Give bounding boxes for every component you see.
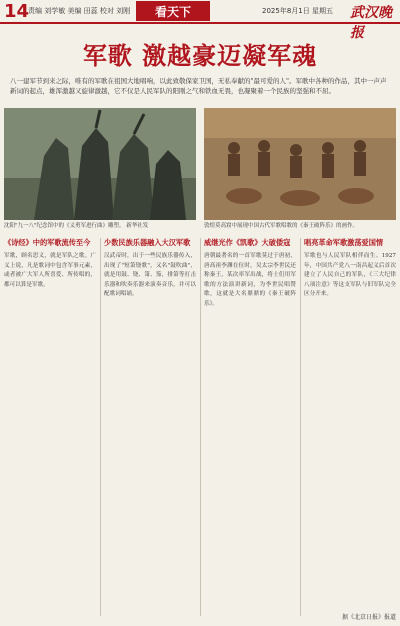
- mural-photo: [204, 108, 396, 220]
- statue-photo: [4, 108, 196, 220]
- article-column-1: [4, 238, 96, 290]
- page-number: 14: [4, 1, 30, 22]
- article-column-4: [304, 238, 396, 300]
- article-title: 唱亮革命军歌激荡爱国情: [304, 238, 384, 247]
- article-body: 汉武帝时，出于一些民族乐器传入，出现了"短箫铙歌"，又名"鼓吹曲"，就是用鼓、铙、箫、笳，排箫等打击乐器和吹奏乐器来演奏音乐，并可以配歌词唱诵。: [104, 253, 196, 298]
- issue-date: 2025年8月1日 星期五: [262, 7, 333, 15]
- lead-paragraph: 八一建军节到来之际，唯有的军歌在祖国大地唱响，以此致敬保家卫国，无私奉献的"最可爱的人"。军歌中各种的作品，其中一声声新词的起点，雄浑激越又旋律激越，它不仅是人民军队的阳刚之气和铁血无畏，也凝聚着一个民族的坚强和不屈。: [10, 77, 387, 95]
- editor-credits: 责编 刘学敏 美编 田蕊 校对 刘刚: [28, 7, 131, 15]
- column-divider: [200, 238, 201, 616]
- article-title: 威继光作《凯歌》大破倭寇: [204, 238, 291, 247]
- mural-photo-caption: 敦煌莫高窟中展现中国古代军歌唱歌的《秦王破阵乐》的画作。: [204, 223, 359, 229]
- article-title: 少数民族乐器融入大汉军歌: [104, 238, 191, 247]
- article-body: 唐朝最著名的一首军歌莫过于唐初，唐高祖李渊在位时，吴太宗李世民还称秦王，某次率军出战，将士们用军歌的方法演讲新词，为李世民唱赞歌，这就是大名鼎鼎的《秦王破阵乐》。: [204, 253, 296, 307]
- article-column-2: [104, 238, 196, 300]
- mural-illustration: [204, 108, 396, 220]
- article-title: 《诗经》中的军歌流传至今: [4, 238, 91, 247]
- header-divider: [0, 22, 400, 24]
- source-byline: 据《北京日报》报道: [341, 614, 396, 621]
- article-body: 军歌也与人民军队相伴而生。1927年，中国共产党八一南昌起义后首次建立了人民自己的军队，《三大纪律八项注意》等这支军队与旧军队完全区分开来。: [304, 253, 396, 298]
- section-label: 看天下: [154, 5, 191, 19]
- page-header: [0, 0, 400, 41]
- section-label-box: [136, 1, 210, 21]
- article-column-3: [204, 238, 296, 310]
- newspaper-brand: 武汉晚报: [350, 5, 392, 41]
- column-divider: [100, 238, 101, 616]
- column-divider: [300, 238, 301, 616]
- page-headline: 军歌 激越豪迈凝军魂: [82, 42, 318, 70]
- article-body: 军歌，顾名思义，就是军队之歌。广义上说，凡是歌词中包含军事元素，或者被广大军人所喜爱、所传唱的，都可以算是军歌。: [4, 253, 96, 288]
- statue-illustration: [4, 108, 196, 220]
- statue-photo-caption: 沈阳"九一八"纪念馆中的《义勇军进行曲》雕塑。 新华社发: [4, 223, 149, 229]
